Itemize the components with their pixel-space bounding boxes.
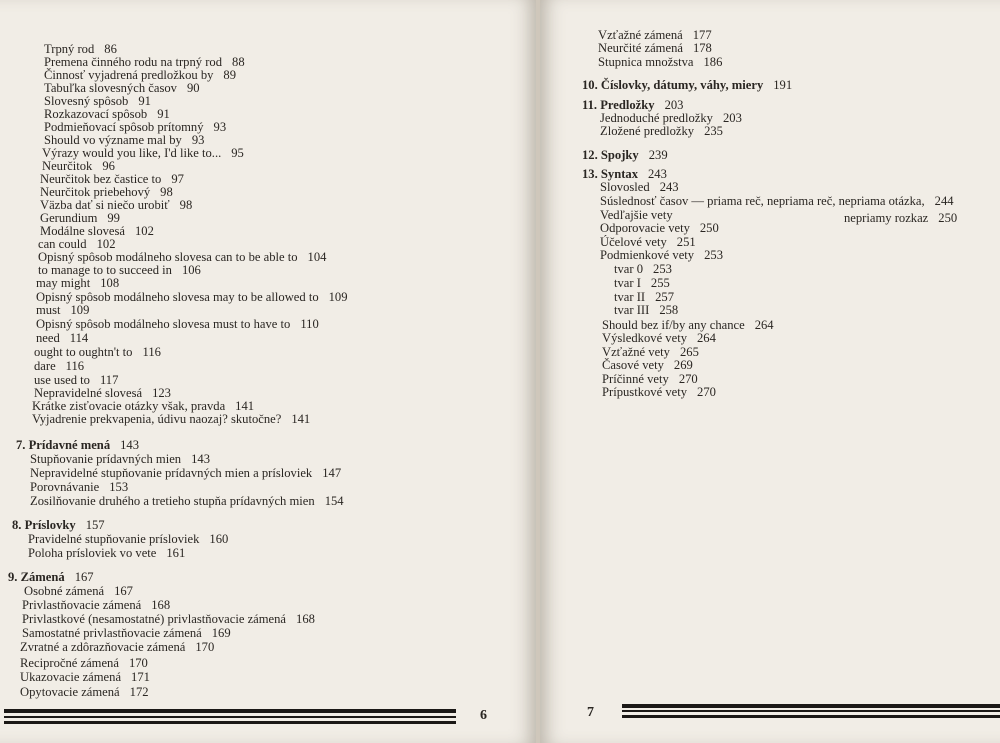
toc-entry: Samostatné privlastňovacie zámená 169 [22,626,231,640]
chapter-heading: 9. Zámená 167 [8,570,94,584]
toc-entry: may might 108 [36,276,120,290]
toc-entry: Stupnica množstva 186 [598,55,723,69]
toc-entry: Gerundium 99 [40,211,120,225]
toc-entry: Vzťažné vety 265 [602,345,699,359]
chapter-heading: 7. Prídavné mená 143 [16,438,140,452]
toc-entry: tvar II 257 [614,290,675,304]
toc-entry: Výsledkové vety 264 [602,331,716,345]
toc-entry: use used to 117 [34,373,119,387]
toc-entry: Should bez if/by any chance 264 [602,318,774,332]
toc-entry: Opisný spôsob modálneho slovesa must to have to 110 [36,317,319,331]
footer-rule [4,716,456,718]
footer-rule [622,710,1000,712]
page-number: 6 [480,708,487,723]
toc-entry: Zosilňovanie druhého a tretieho stupňa prídavných mien 154 [30,494,344,508]
toc-entry: tvar I 255 [614,276,670,290]
toc-entry: Neurčitok priebehový 98 [40,185,173,199]
footer-rule [622,715,1000,718]
toc-entry: Väzba dať si niečo urobiť 98 [40,198,193,212]
toc-entry: Zvratné a zdôrazňovacie zámená 170 [20,640,215,654]
toc-entry: Činnosť vyjadrená predložkou by 89 [44,68,237,82]
toc-entry: Opytovacie zámená 172 [20,685,149,699]
toc-entry: tvar III 258 [614,303,679,317]
toc-entry: Poloha prísloviek vo vete 161 [28,546,186,560]
chapter-heading: 12. Spojky 239 [582,148,668,162]
toc-entry: Trpný rod 86 [44,42,117,56]
toc-entry: Opisný spôsob modálneho slovesa can to be able to 104 [38,250,327,264]
toc-entry: Časové vety 269 [602,358,693,372]
toc-entry: Krátke zisťovacie otázky však, pravda 141 [32,399,255,413]
toc-entry: Tabuľka slovesných časov 90 [44,81,200,95]
chapter-heading: 11. Predložky 203 [582,98,684,112]
toc-entry: Podmienkové vety 253 [600,248,723,262]
footer-rule [622,704,1000,708]
chapter-heading: 10. Číslovky, dátumy, váhy, miery 191 [582,78,793,92]
page-number: 7 [587,705,594,720]
toc-entry: Vyjadrenie prekvapenia, údivu naozaj? skutočne? 141 [32,412,311,426]
toc-entry: Prípustkové vety 270 [602,385,716,399]
toc-entry: Porovnávanie 153 [30,480,129,494]
toc-entry: Privlastkové (nesamostatné) privlastňovacie zámená 168 [22,612,315,626]
toc-entry: to manage to to succeed in 106 [38,263,201,277]
toc-entry: ought to oughtn't to 116 [34,345,161,359]
toc-entry: Recipročné zámená 170 [20,656,148,670]
toc-entry: Odporovacie vety 250 [600,221,719,235]
toc-entry: Premena činného rodu na trpný rod 88 [44,55,245,69]
toc-entry: Osobné zámená 167 [24,584,133,598]
footer-rule [4,721,456,724]
toc-entry: need 114 [36,331,89,345]
toc-entry: must 109 [36,303,90,317]
toc-entry: Účelové vety 251 [600,235,696,249]
toc-entry: Nepravidelné slovesá 123 [34,386,171,400]
toc-entry: Modálne slovesá 102 [40,224,154,238]
toc-entry: Vzťažné zámená 177 [598,28,712,42]
toc-entry: Neurčitok bez častice to 97 [40,172,184,186]
toc-entry: can could 102 [38,237,116,251]
toc-entry: Podmieňovací spôsob prítomný 93 [44,120,227,134]
toc-entry: nepriamy rozkaz 250 [844,211,958,225]
toc-entry: Jednoduché predložky 203 [600,111,742,125]
toc-entry: tvar 0 253 [614,262,672,276]
chapter-heading: 8. Príslovky 157 [12,518,105,532]
right-page [540,0,1000,743]
chapter-heading: 13. Syntax 243 [582,167,667,181]
toc-entry: Stupňovanie prídavných mien 143 [30,452,210,466]
toc-entry: Ukazovacie zámená 171 [20,670,150,684]
toc-entry: Opisný spôsob modálneho slovesa may to be allowed to 109 [36,290,348,304]
toc-entry: Príčinné vety 270 [602,372,698,386]
toc-entry: Slovesný spôsob 91 [44,94,151,108]
toc-entry: Neurčité zámená 178 [598,41,712,55]
footer-rule [4,709,456,713]
toc-entry: dare 116 [34,359,85,373]
toc-entry: Privlastňovacie zámená 168 [22,598,171,612]
toc-entry: Vedľajšie vety [600,208,673,222]
toc-entry: Should vo význame mal by 93 [44,133,205,147]
toc-entry: Slovosled 243 [600,180,679,194]
toc-entry: Zložené predložky 235 [600,124,723,138]
toc-entry: Nepravidelné stupňovanie prídavných mien a prísloviek 147 [30,466,342,480]
toc-entry: Neurčitok 96 [42,159,115,173]
toc-entry: Rozkazovací spôsob 91 [44,107,170,121]
toc-entry: Súslednosť časov — priama reč, nepriama reč, nepriama otázka, 244 [600,194,954,208]
toc-entry: Pravidelné stupňovanie prísloviek 160 [28,532,229,546]
toc-entry: Výrazy would you like, I'd like to... 95 [42,146,244,160]
